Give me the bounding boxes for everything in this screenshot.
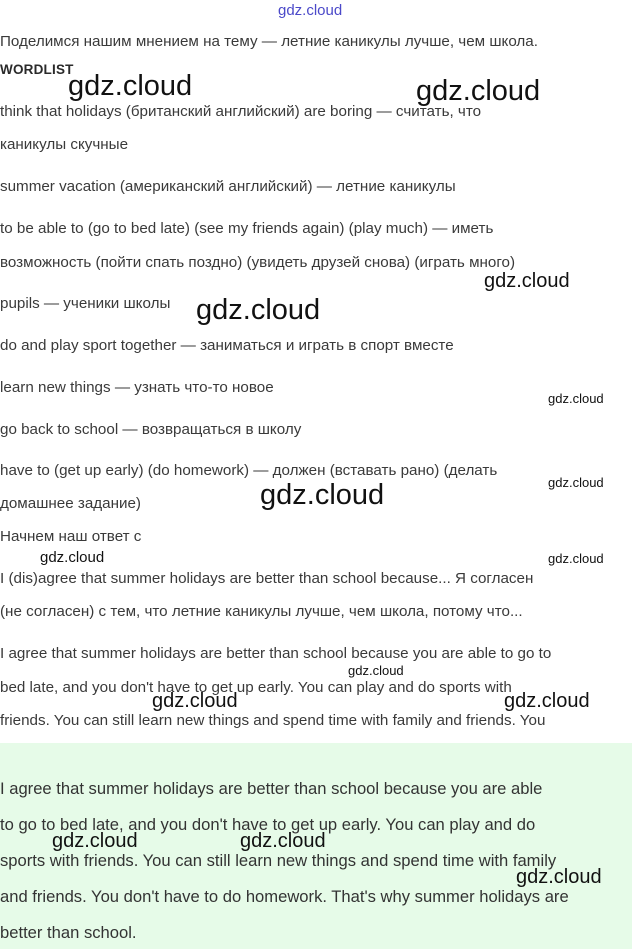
wordlist-item: do and play sport together — заниматься и играть в спорт вместе bbox=[0, 337, 454, 354]
answer-line: better than school. bbox=[0, 923, 137, 942]
watermark: gdz.cloud bbox=[240, 830, 326, 852]
wordlist-item: have to (get up early) (do homework) — должен (вставать рано) (делать bbox=[0, 462, 498, 479]
starter-line: (не согласен) с тем, что летние каникулы лучше, чем школа, потому что... bbox=[0, 603, 523, 620]
intro-text: Поделимся нашим мнением на тему — летние каникулы лучше, чем школа. bbox=[0, 33, 538, 50]
wordlist-item: домашнее задание) bbox=[0, 495, 141, 512]
watermark-top: gdz.cloud bbox=[278, 2, 343, 19]
watermark: gdz.cloud bbox=[196, 294, 321, 326]
answer-line: I agree that summer holidays are better than school because you are able bbox=[0, 779, 543, 798]
wordlist-item: go back to school — возвращаться в школу bbox=[0, 421, 302, 438]
watermark: gdz.cloud bbox=[548, 475, 604, 490]
wordlist-item: возможность (пойти спать поздно) (увидеть друзей снова) (играть много) bbox=[0, 254, 516, 271]
watermark: gdz.cloud bbox=[152, 690, 238, 712]
answer-line: sports with friends. You can still learn new things and spend time with family bbox=[0, 851, 557, 870]
example-line: I agree that summer holidays are better than school because you are able to go to bbox=[0, 645, 552, 662]
watermark: gdz.cloud bbox=[516, 866, 602, 888]
wordlist-item: learn new things — узнать что-то новое bbox=[0, 379, 274, 396]
watermark: gdz.cloud bbox=[484, 270, 570, 292]
example-line: friends. You can still learn new things and spend time with family and friends. You bbox=[0, 712, 546, 729]
wordlist-item: каникулы скучные bbox=[0, 136, 129, 153]
answer-line: to go to bed late, and you don't have to get up early. You can play and do bbox=[0, 815, 536, 834]
watermark: gdz.cloud bbox=[548, 551, 604, 566]
starter-line: I (dis)agree that summer holidays are better than school because... Я согласен bbox=[0, 570, 534, 587]
wordlist-item: think that holidays (британский английский) are boring — считать, что bbox=[0, 103, 482, 120]
watermark: gdz.cloud bbox=[348, 663, 404, 678]
watermark: gdz.cloud bbox=[416, 75, 541, 107]
start-label: Начнем наш ответ с bbox=[0, 528, 142, 545]
watermark: gdz.cloud bbox=[40, 549, 105, 566]
watermark: gdz.cloud bbox=[68, 70, 193, 102]
watermark: gdz.cloud bbox=[52, 830, 138, 852]
wordlist-item: pupils — ученики школы bbox=[0, 295, 171, 312]
watermark: gdz.cloud bbox=[504, 690, 590, 712]
example-line: bed late, and you don't have to get up early. You can play and do sports with bbox=[0, 679, 512, 696]
answer-line: and friends. You don't have to do homework. That's why summer holidays are bbox=[0, 887, 569, 906]
watermark: gdz.cloud bbox=[260, 479, 385, 511]
watermark: gdz.cloud bbox=[548, 391, 604, 406]
wordlist-item: to be able to (go to bed late) (see my friends again) (play much) — иметь bbox=[0, 220, 494, 237]
wordlist-heading: WORDLIST bbox=[0, 62, 74, 77]
wordlist-item: summer vacation (американский английский) — летние каникулы bbox=[0, 178, 456, 195]
